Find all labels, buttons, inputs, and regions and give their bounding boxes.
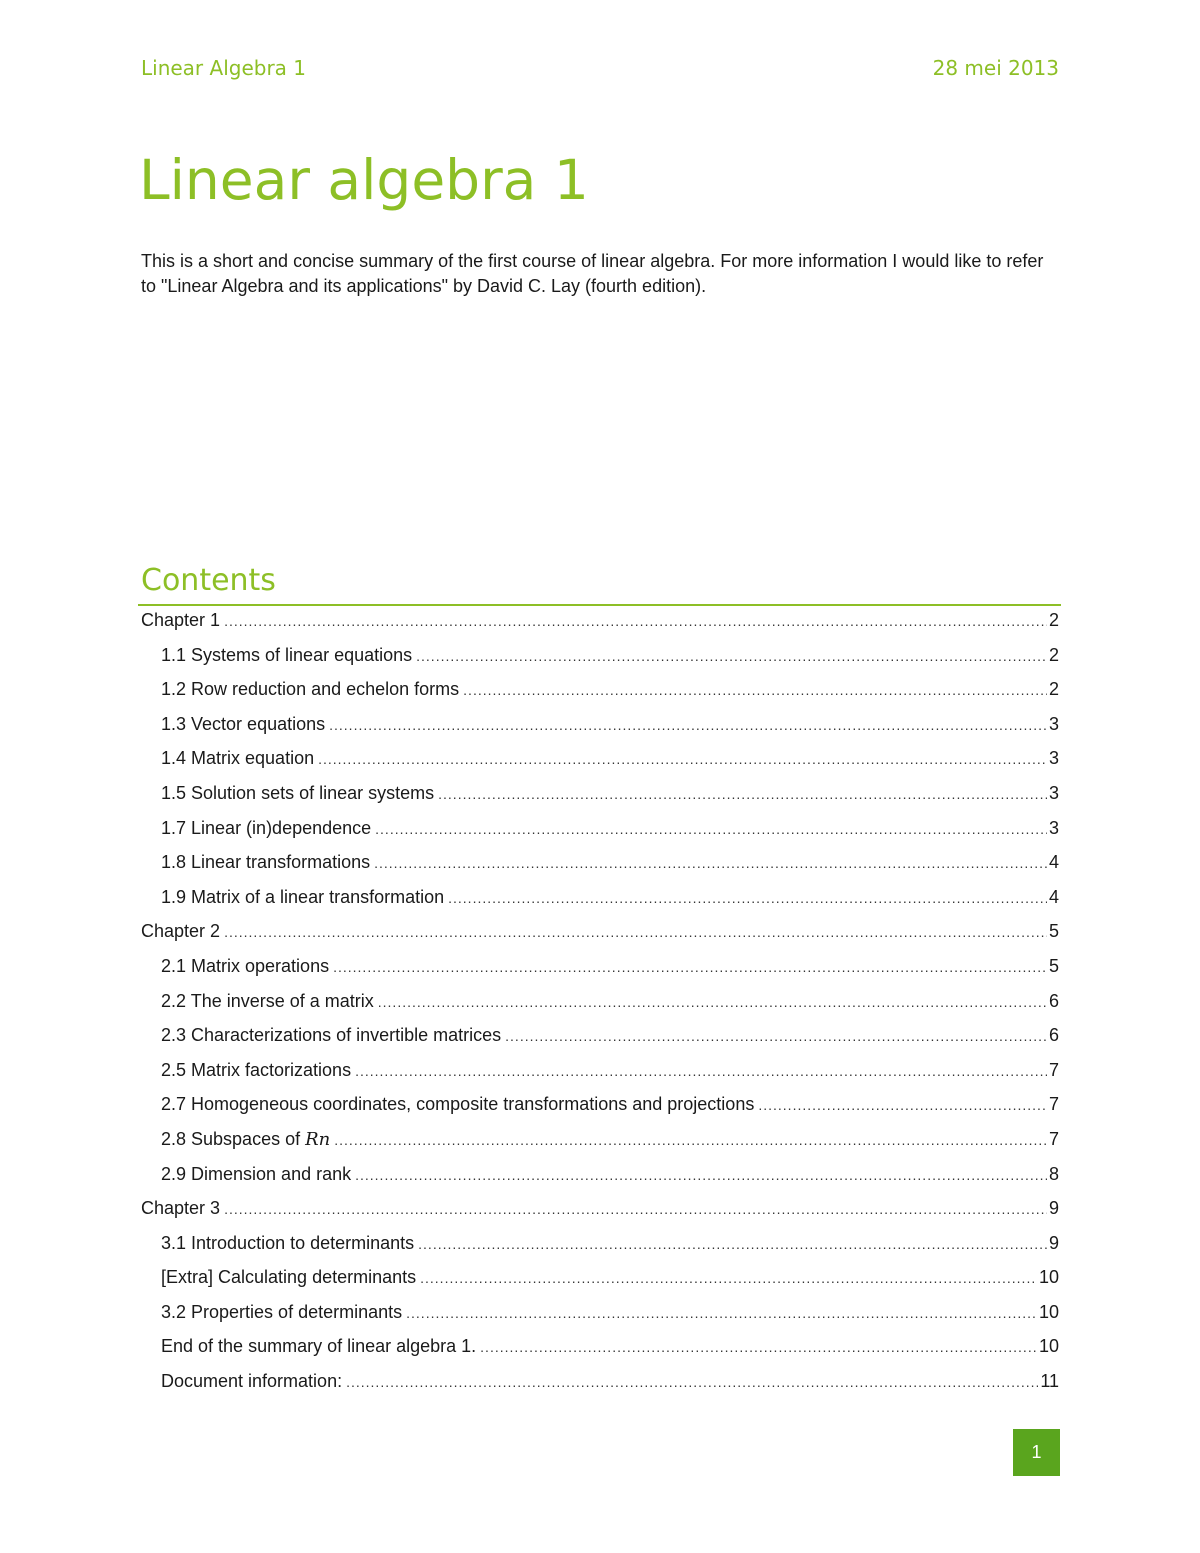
toc-section-entry[interactable] — [141, 984, 1059, 1019]
toc-dot-leader — [375, 812, 1047, 847]
intro-paragraph: This is a short and concise summary of the first course of linear algebra. For more information I would like to refer to "Linear Algebra and its applications" by David C. Lay (fourth edition). — [141, 251, 1044, 296]
toc-dot-leader — [758, 1088, 1047, 1123]
contents-heading: Contents — [141, 563, 276, 598]
toc-dot-leader — [329, 708, 1047, 743]
toc-page-number: 11 — [1040, 1371, 1059, 1392]
toc-entry-label — [161, 1260, 416, 1295]
toc-section-entry[interactable] — [141, 811, 1059, 846]
toc-page-number: 2 — [1048, 610, 1059, 630]
toc-entry-text: Chapter 2 — [141, 921, 221, 942]
toc-section-entry[interactable] — [141, 1329, 1059, 1364]
toc-entry-text: 2.9 Dimension and rank — [161, 1163, 352, 1184]
toc-dot-leader — [406, 1296, 1037, 1331]
toc-section-entry[interactable] — [141, 741, 1059, 776]
toc-entry-label — [161, 1087, 754, 1122]
toc-chapter-entry[interactable] — [141, 914, 1059, 949]
toc-entry-label — [161, 1295, 402, 1330]
toc-dot-leader — [448, 881, 1047, 916]
toc-section-entry[interactable] — [141, 845, 1059, 880]
toc-entry-text: 1.7 Linear (in)dependence — [161, 817, 372, 838]
toc-entry-text: 1.1 Systems of linear equations — [161, 644, 413, 665]
toc-section-entry[interactable] — [141, 1364, 1059, 1399]
toc-entry-label — [161, 811, 371, 846]
toc-entry-text: 2.5 Matrix factorizations — [161, 1059, 352, 1080]
toc-section-entry[interactable] — [141, 1226, 1059, 1261]
toc-entry-label — [161, 741, 314, 776]
toc-section-entry[interactable] — [141, 1122, 1059, 1157]
toc-entry-label — [141, 603, 220, 638]
toc-entry-text: 1.4 Matrix equation — [161, 748, 315, 769]
toc-section-entry[interactable] — [141, 672, 1059, 707]
toc-dot-leader — [463, 673, 1047, 708]
toc-entry-text: Document information: — [161, 1371, 343, 1392]
toc-dot-leader — [355, 1054, 1047, 1089]
toc-dot-leader — [438, 777, 1047, 812]
toc-page-number: 3 — [1048, 748, 1059, 769]
toc-page-number: 4 — [1048, 886, 1059, 907]
toc-entry-text: 1.3 Vector equations — [161, 713, 326, 734]
toc-dot-leader — [355, 1158, 1047, 1193]
toc-dot-leader — [416, 639, 1047, 674]
toc-entry-text: [Extra] Calculating determinants — [161, 1267, 417, 1288]
toc-section-entry[interactable] — [141, 880, 1059, 915]
toc-entry-label — [161, 1122, 330, 1158]
toc-entry-label — [161, 776, 434, 811]
toc-entry-label — [141, 914, 220, 949]
toc-entry-text: 1.8 Linear transformations — [161, 852, 371, 873]
toc-entry-text: 2.1 Matrix operations — [161, 955, 330, 976]
toc-dot-leader — [418, 1227, 1047, 1262]
toc-page-number: 5 — [1048, 921, 1059, 942]
toc-dot-leader — [378, 985, 1047, 1020]
toc-page-number: 4 — [1048, 852, 1059, 873]
toc-page-number: 2 — [1048, 644, 1059, 665]
toc-section-entry[interactable] — [141, 1260, 1059, 1295]
toc-dot-leader — [346, 1365, 1038, 1400]
toc-page-number: 10 — [1038, 1267, 1059, 1288]
toc-entry-label — [161, 1329, 476, 1364]
toc-page-number: 3 — [1048, 817, 1059, 838]
toc-section-entry[interactable] — [141, 1053, 1059, 1088]
toc-page-number: 7 — [1048, 1128, 1059, 1149]
toc-page-number: 3 — [1048, 782, 1059, 803]
toc-page-number: 3 — [1048, 713, 1059, 734]
toc-dot-leader — [374, 846, 1047, 881]
running-header-title: Linear Algebra 1 — [141, 56, 307, 80]
toc-entry-label — [161, 984, 374, 1019]
toc-dot-leader — [480, 1330, 1037, 1365]
toc-page-number: 10 — [1038, 1301, 1059, 1322]
toc-entry-label — [161, 707, 325, 742]
toc-page-number: 7 — [1048, 1094, 1059, 1115]
toc-chapter-entry[interactable] — [141, 603, 1059, 638]
toc-page-number: 6 — [1048, 990, 1059, 1011]
toc-page-number: 10 — [1038, 1336, 1059, 1357]
toc-page-number: 5 — [1048, 955, 1059, 976]
toc-entry-text: 1.9 Matrix of a linear transformation — [161, 886, 445, 907]
table-of-contents — [141, 603, 1059, 1399]
toc-entry-label — [141, 1191, 220, 1226]
toc-dot-leader — [334, 1123, 1047, 1158]
toc-entry-text: 1.5 Solution sets of linear systems — [161, 782, 435, 803]
toc-dot-leader — [505, 1019, 1047, 1054]
toc-section-entry[interactable] — [141, 1157, 1059, 1192]
toc-page-number: 2 — [1048, 679, 1059, 700]
toc-entry-label — [161, 1226, 414, 1261]
running-header-date: 28 mei 2013 — [932, 56, 1059, 80]
toc-entry-text: 1.2 Row reduction and echelon forms — [161, 679, 460, 700]
toc-entry-text: End of the summary of linear algebra 1. — [161, 1336, 477, 1357]
toc-page-number: 9 — [1048, 1232, 1059, 1253]
toc-page-number: 6 — [1048, 1025, 1059, 1046]
toc-entry-text: 2.8 Subspaces of — [161, 1128, 306, 1149]
toc-page-number: 8 — [1048, 1163, 1059, 1184]
toc-entry-text: 2.7 Homogeneous coordinates, composite transformations and projections — [161, 1094, 755, 1115]
toc-section-entry[interactable] — [141, 1295, 1059, 1330]
toc-entry-label — [161, 949, 329, 984]
toc-section-entry[interactable] — [141, 949, 1059, 984]
toc-entry-text: 2.2 The inverse of a matrix — [161, 990, 374, 1011]
toc-dot-leader — [318, 742, 1047, 777]
toc-page-number: 9 — [1048, 1198, 1059, 1219]
toc-dot-leader — [224, 915, 1047, 950]
toc-entry-label — [161, 880, 444, 915]
toc-dot-leader — [420, 1261, 1037, 1296]
toc-section-entry[interactable] — [141, 1087, 1059, 1122]
toc-entry-label — [161, 1364, 342, 1399]
toc-entry-text: 3.1 Introduction to determinants — [161, 1232, 415, 1253]
toc-page-number: 7 — [1048, 1059, 1059, 1080]
toc-dot-leader — [224, 604, 1047, 639]
toc-entry-label — [161, 845, 370, 880]
toc-entry-label — [161, 1157, 351, 1192]
toc-section-entry[interactable] — [141, 707, 1059, 742]
toc-chapter-entry[interactable] — [141, 1191, 1059, 1226]
document-title: Linear algebra 1 — [139, 148, 589, 212]
toc-entry-label — [161, 638, 412, 673]
toc-dot-leader — [333, 950, 1047, 985]
toc-section-entry[interactable] — [141, 638, 1059, 673]
toc-dot-leader — [224, 1192, 1047, 1227]
toc-entry-text: 3.2 Properties of determinants — [161, 1301, 403, 1322]
toc-entry-label — [161, 672, 459, 707]
toc-entry-text: 2.3 Characterizations of invertible matrices — [161, 1025, 502, 1046]
toc-entry-label — [161, 1018, 501, 1053]
page-number-badge: 1 — [1013, 1429, 1060, 1476]
toc-entry-text: Chapter 1 — [141, 610, 221, 630]
toc-entry-math: Rn — [305, 1128, 331, 1150]
toc-section-entry[interactable] — [141, 776, 1059, 811]
toc-section-entry[interactable] — [141, 1018, 1059, 1053]
toc-entry-label — [161, 1053, 351, 1088]
toc-entry-text: Chapter 3 — [141, 1198, 221, 1219]
